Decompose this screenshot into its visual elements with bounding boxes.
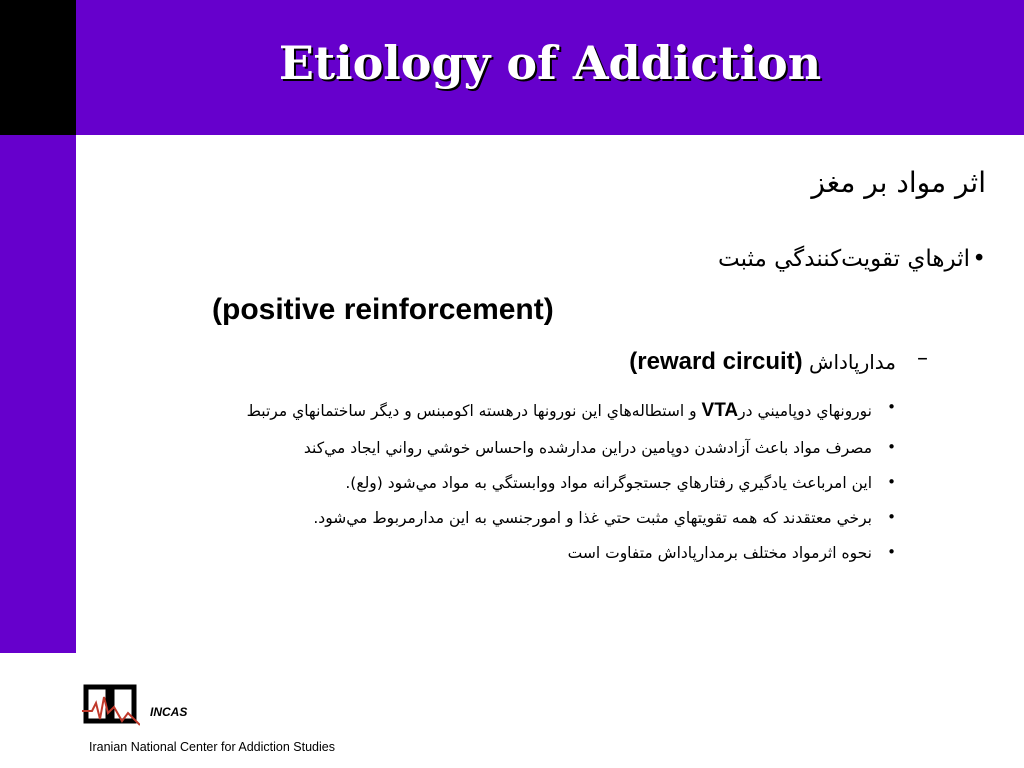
slide-title: Etiology of Addiction	[278, 36, 822, 90]
list-item	[132, 541, 896, 565]
sub-bullet-persian: مدارپاداش	[809, 350, 896, 374]
organization-name: Iranian National Center for Addiction Studies	[89, 740, 335, 754]
left-side-band	[0, 135, 76, 653]
slide-subtitle: اثر مواد بر مغز	[811, 166, 986, 199]
bullet-dot: •	[887, 473, 896, 492]
list-item	[132, 506, 896, 530]
sub-bullet-dash: –	[917, 346, 928, 371]
list-item-text: نحوه اثرمواد مختلف برمدارپاداش متفاوت است	[567, 544, 872, 563]
list-item	[132, 396, 896, 425]
bullet-dot: •	[887, 543, 896, 562]
list-item-text: و استطاله‌هاي اين نورونها درهسته اكومبنس و ديگر ساختمانهاي مرتبط	[246, 402, 702, 420]
detail-list	[132, 396, 896, 577]
bullet-dot: •	[972, 246, 986, 272]
bullet-positive-reinforcement: اثرهاي تقويت‌كنندگي مثبت	[718, 246, 970, 272]
list-item-text: نورونهاي دوپاميني در	[738, 402, 872, 420]
list-item	[132, 436, 896, 460]
list-item-text: برخي معتقدند كه همه تقويتهاي مثبت حتي غذا و امورجنسي به اين مدارمربوط مي‌شود.	[313, 509, 872, 528]
header-corner-block	[0, 0, 76, 135]
sub-bullet-reward-circuit	[629, 348, 896, 376]
bullet-positive-reinforcement-english: (positive reinforcement)	[212, 293, 554, 326]
sub-bullet-english: (reward circuit)	[629, 348, 803, 375]
list-item	[132, 471, 896, 495]
list-item-text: مصرف مواد باعث آزادشدن دوپامين دراين مدارشده واحساس خوشي رواني ايجاد مي‌كند	[303, 439, 872, 458]
bullet-dot: •	[887, 438, 896, 457]
list-item-vta: VTA	[701, 400, 739, 421]
list-item-text: اين امرباعث يادگيري رفتارهاي جستجوگرانه مواد ووابستگي به مواد مي‌شود (ولع).	[345, 474, 872, 493]
bullet-dot: •	[887, 398, 896, 416]
incas-logo-icon	[82, 683, 140, 731]
bullet-dot: •	[887, 508, 896, 527]
logo-label: INCAS	[150, 705, 188, 719]
